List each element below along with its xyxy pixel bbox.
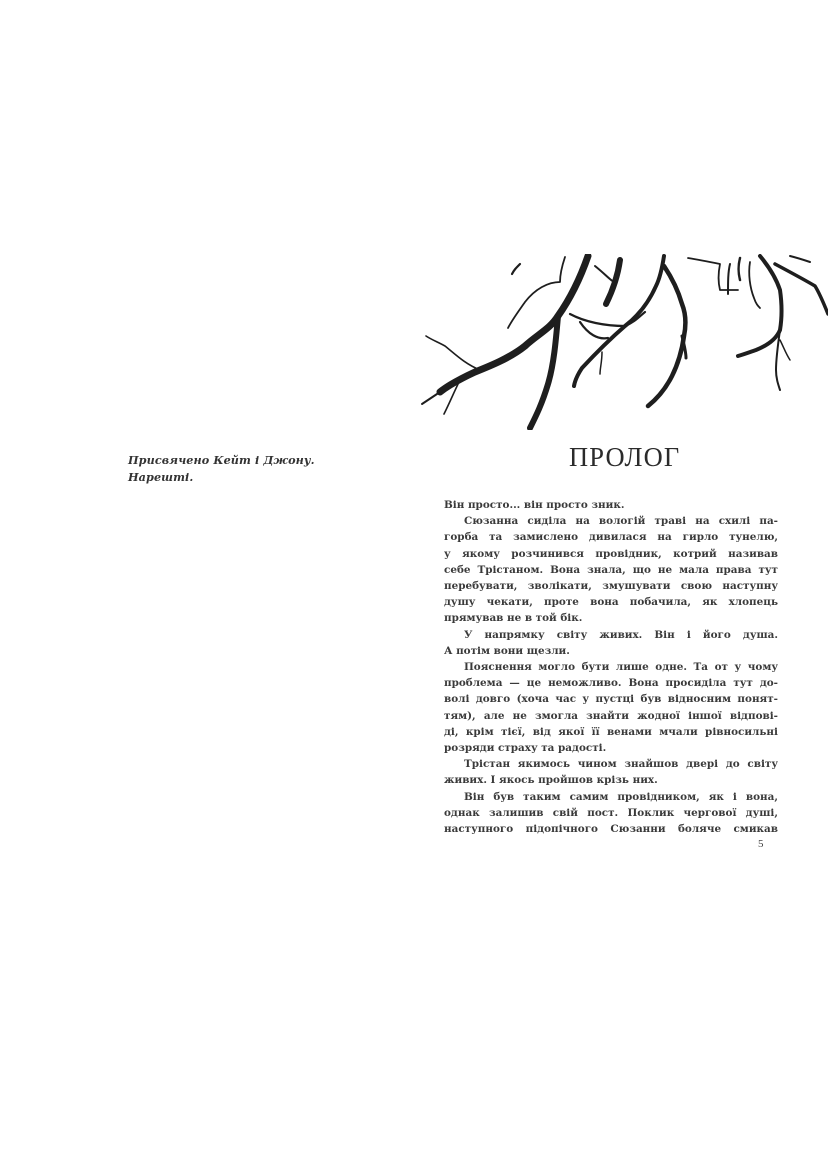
tree-branches-illustration: [420, 254, 828, 430]
text-line: волі довго (хоча час у пустці був відносним понят-: [444, 693, 778, 706]
text-line: тям), але не змогла знайти жодної іншої відпові-: [444, 709, 778, 722]
text-line: У напрямку світу живих. Він і його душа.: [464, 628, 778, 641]
text-line: живих. І якось пройшов крізь них.: [444, 774, 658, 787]
dedication: [128, 452, 315, 486]
text-line: А потім вони щезли.: [444, 644, 570, 657]
text-line: Сюзанна сиділа на вологій траві на схилі па-: [464, 515, 778, 528]
text-line: Пояснення могло бути лише одне. Та от у чому: [464, 661, 778, 674]
text-line: Трістан якимось чином знайшов двері до світу: [464, 758, 778, 771]
dedication-line: Нарешті.: [128, 470, 194, 484]
text-line: ді, крім тієї, від якої її венами мчали рівносильні: [444, 725, 778, 738]
text-line: себе Трістаном. Вона знала, що не мала права тут: [444, 563, 778, 576]
text-line: проблема — це неможливо. Вона просиділа тут до-: [444, 677, 778, 690]
text-line: у якому розчинився провідник, котрий називав: [444, 547, 778, 560]
text-line: однак залишив свій пост. Поклик чергової душі,: [444, 806, 778, 819]
chapter-body-text: [444, 497, 778, 837]
text-line: розряди страху та радості.: [444, 742, 607, 755]
page-number: 5: [758, 838, 764, 850]
text-line: Він був таким самим провідником, як і вона,: [464, 790, 778, 803]
right-page: [414, 0, 828, 1152]
text-line: Він просто... він просто зник.: [444, 499, 625, 511]
text-line: перебувати, зволікати, змушувати свою наступну: [444, 580, 778, 593]
dedication-line: Присвячено Кейт і Джону.: [128, 453, 315, 467]
chapter-title: ПРОЛОГ: [569, 442, 681, 472]
text-line: горба та замислено дивилася на гирло тунелю,: [444, 531, 778, 544]
text-line: прямував не в той бік.: [444, 612, 583, 625]
text-line: душу чекати, проте вона побачила, як хлопець: [444, 596, 778, 609]
text-line: наступного підопічного Сюзанни боляче смикав: [444, 823, 778, 836]
